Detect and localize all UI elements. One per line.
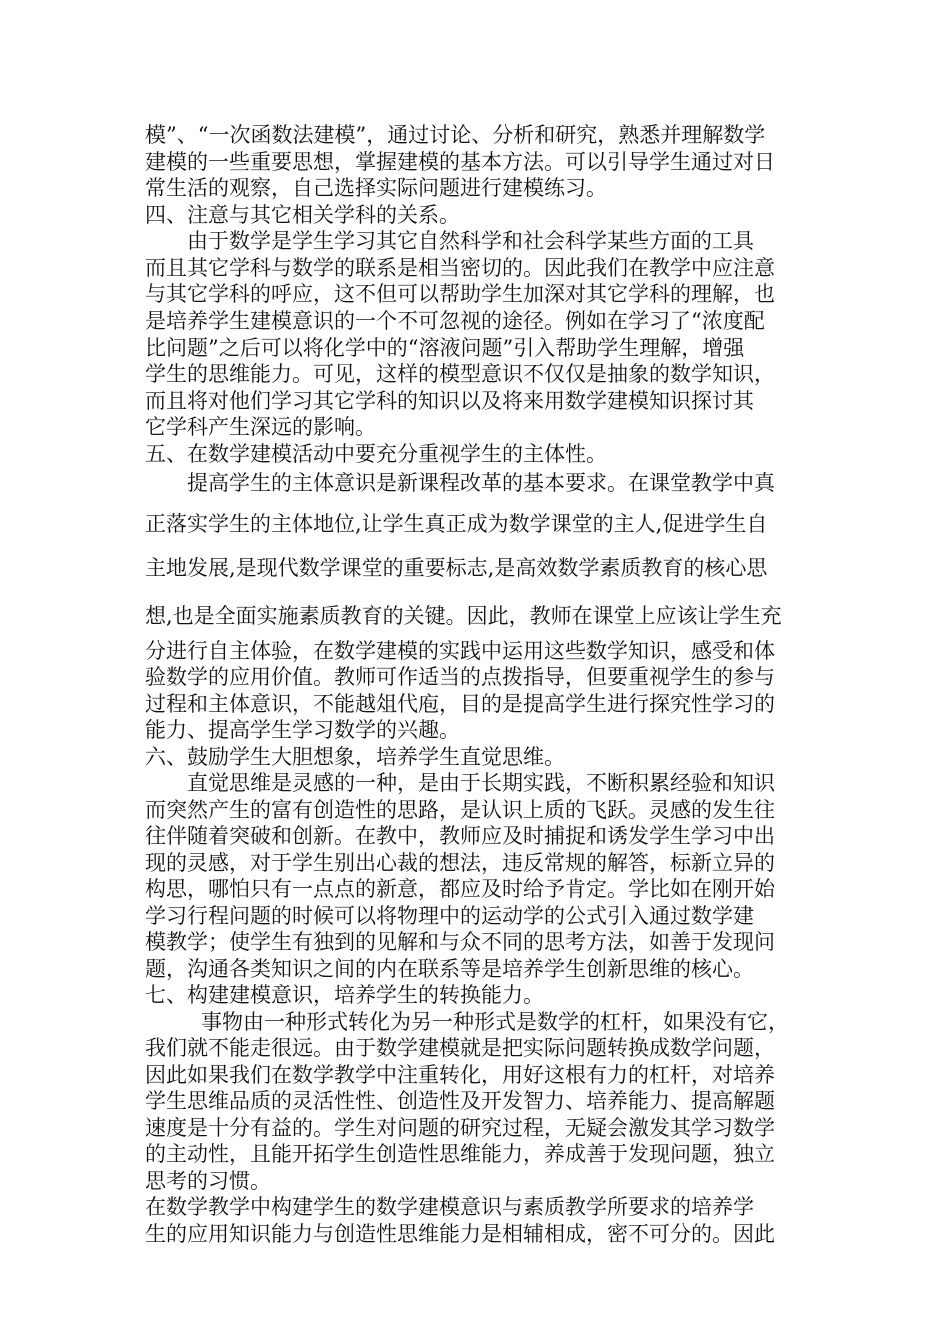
text-line: 现的灵感，对于学生别出心裁的想法，违反常规的解答，标新立异的: [145, 851, 775, 875]
text-line: 思考的习惯。: [145, 1169, 271, 1193]
text-line: 它学科产生深远的影响。: [145, 415, 376, 439]
section-heading: 六、鼓励学生大胆想象，培养学生直觉思维。: [145, 745, 565, 769]
text-line: 学习行程问题的时候可以将物理中的运动学的公式引入通过数学建: [145, 904, 754, 928]
text-line: 学生思维品质的灵活性性、创造性及开发智力、培养能力、提高解题: [145, 1089, 775, 1113]
text-line: 学生的思维能力。可见，这样的模型意识不仅仅是抽象的数学知识，: [145, 362, 775, 386]
text-line: 常生活的观察，自己选择实际问题进行建模练习。: [145, 176, 607, 200]
text-line: 模教学；使学生有独到的见解和与众不同的思考方法，如善于发现问: [145, 930, 775, 954]
text-line: 题，沟通各类知识之间的内在联系等是培养学生创新思维的核心。: [145, 957, 754, 981]
text-line: 由于数学是学生学习其它自然科学和社会科学某些方面的工具: [187, 229, 754, 253]
text-line: 的主动性，且能开拓学生创造性思维能力，养成善于发现问题，独立: [145, 1142, 775, 1166]
text-line: 而突然产生的富有创造性的思路，是认识上质的飞跃。灵感的发生往: [145, 798, 775, 822]
text-line: 往伴随着突破和创新。在教中，教师应及时捕捉和诱发学生学习中出: [145, 824, 775, 848]
text-line: 分进行自主体验，在数学建模的实践中运用这些数学知识，感受和体: [145, 639, 775, 663]
section-heading: 五、在数学建模活动中要充分重视学生的主体性。: [145, 442, 607, 466]
section-heading: 四、注意与其它相关学科的关系。: [145, 203, 460, 227]
text-line: 与其它学科的呼应，这不但可以帮助学生加深对其它学科的理解，也: [145, 282, 775, 306]
text-line: 事物由一种形式转化为另一种形式是数学的杠杆，如果没有它，: [201, 1010, 789, 1034]
text-line: 构思，哪怕只有一点点的新意，都应及时给予肯定。学比如在刚开始: [145, 877, 775, 901]
text-line: 正落实学生的主体地位,让学生真正成为数学课堂的主人,促进学生自: [145, 512, 768, 536]
text-line: 我们就不能走很远。由于数学建模就是把实际问题转换成数学问题，: [145, 1036, 775, 1060]
text-line: 速度是十分有益的。学生对问题的研究过程，无疑会激发其学习数学: [145, 1116, 775, 1140]
text-line: 生的应用知识能力与创造性思维能力是相辅相成，密不可分的。因此: [145, 1222, 775, 1246]
text-line: 而且将对他们学习其它学科的知识以及将来用数学建模知识探讨其: [145, 389, 754, 413]
text-line: 是培养学生建模意识的一个不可忽视的途径。例如在学习了“浓度配: [145, 309, 765, 333]
text-line: 主地发展,是现代数学课堂的重要标志,是高效数学素质教育的核心思: [145, 556, 768, 580]
text-line: 而且其它学科与数学的联系是相当密切的。因此我们在教学中应注意: [145, 256, 775, 280]
text-line: 想,也是全面实施素质教育的关键。因此，教师在课堂上应该让学生充: [145, 604, 782, 628]
text-line: 直觉思维是灵感的一种，是由于长期实践，不断积累经验和知识: [187, 771, 775, 795]
text-line: 模”、“一次函数法建模”，通过讨论、分析和研究，熟悉并理解数学: [145, 123, 766, 147]
text-line: 过程和主体意识，不能越俎代庖，目的是提高学生进行探究性学习的: [145, 692, 775, 716]
text-line: 因此如果我们在数学教学中注重转化，用好这根有力的杠杆，对培养: [145, 1063, 775, 1087]
text-line: 提高学生的主体意识是新课程改革的基本要求。在课堂教学中真: [187, 471, 775, 495]
text-line: 在数学教学中构建学生的数学建模意识与素质教学所要求的培养学: [145, 1195, 754, 1219]
text-line: 验数学的应用价值。教师可作适当的点拨指导，但要重视学生的参与: [145, 665, 775, 689]
text-line: 建模的一些重要思想，掌握建模的基本方法。可以引导学生通过对日: [145, 150, 775, 174]
text-line: 能力、提高学生学习数学的兴趣。: [145, 718, 460, 742]
text-line: 比问题”之后可以将化学中的“溶液问题”引入帮助学生理解，增强: [145, 336, 745, 360]
section-heading: 七、构建建模意识，培养学生的转换能力。: [145, 983, 544, 1007]
